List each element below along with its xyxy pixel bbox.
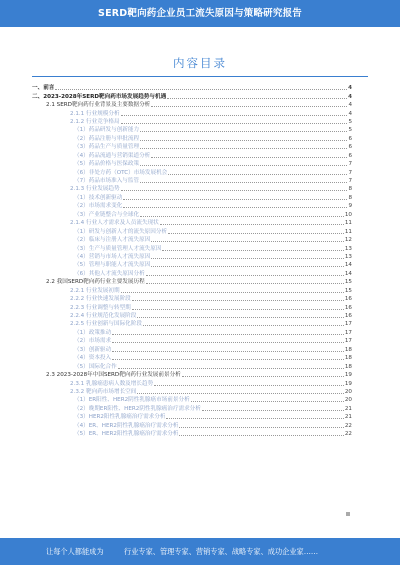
toc-entry[interactable] [32,92,352,100]
toc-entry-text: （1）药品研发与创新能力 [74,127,140,134]
page-header [0,0,400,27]
toc-entry-text: 2.1.4 行业人才需求及人员流失现状 [70,220,159,227]
toc-leader-dots [140,128,347,132]
toc-page-number: 6 [348,152,352,159]
toc-page-number: 16 [344,296,352,303]
toc-entry-text: （5）药品价格与医保政策 [74,161,140,168]
toc-leader-dots [202,407,344,411]
table-of-contents [32,84,352,438]
toc-entry[interactable] [32,261,352,269]
toc-page-number: 19 [344,380,352,387]
toc-page-number: 4 [348,110,352,117]
toc-entry[interactable] [32,413,352,421]
toc-entry-text: （3）产业链整合与全球化 [74,211,140,218]
toc-entry-text: （2）市场需求 [74,338,112,345]
toc-entry[interactable] [32,126,352,134]
toc-page-number: 14 [344,262,352,269]
toc-entry-text: （2）市场需求变化 [74,203,123,210]
toc-entry[interactable] [32,194,352,202]
toc-page-number: 18 [344,355,352,362]
toc-entry-text: （4）药品流通与营销渠道分析 [74,152,151,159]
toc-page-number: 16 [344,313,352,320]
toc-leader-dots [121,187,348,191]
toc-page-number: 6 [348,144,352,151]
toc-entry[interactable] [32,84,352,92]
toc-entry[interactable] [32,227,352,235]
toc-page-number: 15 [344,279,352,286]
toc-entry-text: 2.3.2 靶向药市场增长空间 [70,388,137,395]
toc-page-number: 4 [348,85,352,92]
toc-title: 内容目录 [173,56,227,70]
toc-page-number: 12 [344,237,352,244]
toc-leader-dots [191,398,344,402]
toc-entry[interactable] [32,236,352,244]
toc-page-number: 11 [344,228,352,235]
toc-entry[interactable] [32,346,352,354]
toc-leader-dots [112,356,344,360]
toc-entry-text: （4）营销与市场人才流失原因 [74,253,151,260]
toc-leader-dots [123,196,347,200]
toc-page-number: 4 [348,102,352,109]
toc-page-number: 8 [348,186,352,193]
toc-entry-text: 2.2.1 行业发展初期 [70,287,120,294]
toc-entry-text: 2.2.4 行业规范化发展阶段 [70,313,137,320]
toc-entry[interactable] [32,270,352,278]
toc-page-number: 13 [344,253,352,260]
toc-entry[interactable] [32,101,352,109]
toc-entry[interactable] [32,211,352,219]
toc-entry[interactable] [32,143,352,151]
toc-leader-dots [151,154,347,158]
toc-entry[interactable] [32,278,352,286]
toc-entry[interactable] [32,354,352,362]
toc-leader-dots [146,272,344,276]
footer-slogan-left: 让每个人都能成为 [46,547,104,556]
toc-leader-dots [140,162,347,166]
toc-leader-dots [168,171,347,175]
toc-leader-dots [168,230,344,234]
toc-entry[interactable] [32,152,352,160]
toc-leader-dots [112,331,344,335]
toc-entry-text: （3）创新驱动 [74,346,112,353]
toc-entry-text: （5）管理与职能人才流失原因 [74,262,151,269]
toc-leader-dots [132,306,344,310]
toc-entry-text: 2.1.1 行业规模分析 [70,110,120,117]
toc-entry[interactable] [32,422,352,430]
toc-entry-text: （3）药品生产与质量管理 [74,144,140,151]
toc-entry-text: （6）其他人才流失原因分析 [74,270,145,277]
toc-leader-dots [137,390,344,394]
toc-page-number: 18 [344,363,352,370]
toc-leader-dots [146,280,344,284]
toc-leader-dots [55,86,347,90]
toc-leader-dots [121,112,348,116]
toc-entry-text: 2.1 SERD靶向药行业背景及主要数据分析 [46,102,151,109]
toc-leader-dots [162,247,343,251]
toc-entry-text: （2）药品注册与审批流程 [74,135,140,142]
footer-slogan-right: 行业专家、管理专家、营销专家、战略专家、成功企业家…… [124,547,319,556]
toc-entry-text: （5）ER、HER2阳性乳腺癌治疗需求分析 [74,431,179,438]
toc-entry-text: 2.2.5 行业创新与国际化阶段 [70,321,142,328]
toc-page-number: 7 [348,161,352,168]
toc-entry[interactable] [32,371,352,379]
toc-entry[interactable] [32,118,352,126]
toc-entry[interactable] [32,253,352,261]
toc-entry[interactable] [32,177,352,185]
toc-leader-dots [151,238,344,242]
toc-page-number: 17 [344,329,352,336]
toc-leader-dots [137,314,344,318]
toc-page-number: 16 [344,304,352,311]
toc-page-number: 7 [348,169,352,176]
toc-entry-text: 2.2 我国SERD靶向药行业主要发展历程 [46,279,145,286]
toc-leader-dots [143,322,344,326]
toc-entry[interactable] [32,185,352,193]
toc-entry[interactable] [32,430,352,438]
toc-page-number: 18 [344,346,352,353]
toc-leader-dots [151,103,347,107]
toc-entry-text: 2.2.3 行业调整与转型期 [70,304,131,311]
toc-leader-dots [118,365,344,369]
toc-page-number: 5 [348,118,352,125]
toc-leader-dots [154,382,344,386]
toc-entry-text: （7）药品市场准入与监管 [74,178,140,185]
toc-entry[interactable] [32,244,352,252]
toc-entry[interactable] [32,362,352,370]
toc-entry[interactable] [32,135,352,143]
toc-leader-dots [140,213,344,217]
toc-entry[interactable] [32,287,352,295]
toc-entry[interactable] [32,388,352,396]
toc-entry[interactable] [32,396,352,404]
toc-entry[interactable] [32,379,352,387]
toc-page-number: 21 [344,414,352,421]
toc-leader-dots [140,179,347,183]
toc-leader-dots [140,145,347,149]
toc-leader-dots [132,297,344,301]
toc-entry-text: 2.1.2 行业竞争格局 [70,118,120,125]
toc-entry-text: （1）ER阳性、HER2阴性乳腺癌市场前景分析 [74,397,190,404]
toc-entry[interactable] [32,320,352,328]
toc-leader-dots [160,221,344,225]
toc-entry-text: 二、2023-2028年SERD靶向药市场发展趋势与机遇 [32,93,167,100]
toc-page-number: 13 [344,245,352,252]
toc-page-number: 22 [344,422,352,429]
toc-leader-dots [140,137,347,141]
toc-page-number: 22 [344,431,352,438]
toc-page-number: 4 [348,93,352,100]
toc-entry-text: （6）非处方药（OTC）市场发展机会 [74,169,168,176]
toc-entry[interactable] [32,329,352,337]
toc-entry-text: （1）研发与创新人才的流失原因分析 [74,228,168,235]
toc-entry[interactable] [32,312,352,320]
toc-page-number: 7 [348,178,352,185]
toc-entry[interactable] [32,109,352,117]
toc-page-number: 17 [344,338,352,345]
toc-entry[interactable] [32,405,352,413]
toc-page-number: 15 [344,287,352,294]
toc-entry[interactable] [32,337,352,345]
toc-entry-text: （2）晚期ER阳性、HER2阴性乳腺癌治疗需求分析 [74,405,201,412]
toc-entry[interactable] [32,295,352,303]
toc-entry-text: （4）资本投入 [74,355,112,362]
toc-page-number: 21 [344,405,352,412]
toc-page-number: 8 [348,194,352,201]
toc-page-number: 10 [344,211,352,218]
toc-entry-text: （5）国际化合作 [74,363,117,370]
toc-page-number: 17 [344,321,352,328]
toc-entry-text: （1）技术创新驱动 [74,194,123,201]
toc-leader-dots [123,204,347,208]
toc-leader-dots [112,339,344,343]
toc-entry-text: （2）临床与注册人才流失原因 [74,237,151,244]
toc-leader-dots [167,95,347,99]
toc-leader-dots [112,348,344,352]
toc-page-number: 11 [344,220,352,227]
toc-leader-dots [151,255,344,259]
page-footer [0,538,400,565]
toc-entry-text: （1）政策推动 [74,329,112,336]
toc-page-number: 20 [344,388,352,395]
toc-leader-dots [182,373,344,377]
toc-page-number: 20 [344,397,352,404]
toc-entry[interactable] [32,168,352,176]
toc-leader-dots [166,415,343,419]
toc-page-number: 6 [348,135,352,142]
toc-entry[interactable] [32,202,352,210]
toc-entry[interactable] [32,303,352,311]
title-divider [32,76,368,77]
page-marker [346,512,350,516]
toc-page-number: 14 [344,270,352,277]
toc-entry-text: 2.1.3 行业发展趋势 [70,186,120,193]
toc-entry[interactable] [32,219,352,227]
toc-leader-dots [121,289,344,293]
toc-page-number: 5 [348,127,352,134]
toc-entry-text: （3）HER2阳性乳腺癌治疗需求分析 [74,414,166,421]
toc-entry-text: 2.2.2 行业快速发展阶段 [70,296,131,303]
toc-entry-text: 一、前言 [32,85,55,92]
report-title: SERD靶向药企业员工流失原因与策略研究报告 [98,8,302,19]
toc-leader-dots [179,432,343,436]
toc-entry-text: （4）ER、HER2阴性乳腺癌治疗需求分析 [74,422,179,429]
toc-entry[interactable] [32,160,352,168]
toc-leader-dots [121,120,348,124]
toc-entry-text: 2.3.1 乳腺癌患病人数及增长趋势 [70,380,154,387]
toc-leader-dots [179,424,343,428]
toc-entry-text: （3）生产与质量管理人才流失原因 [74,245,162,252]
toc-page-number: 19 [344,372,352,379]
toc-leader-dots [151,263,344,267]
toc-entry-text: 2.3 2023-2028年中国SERD靶向药行业发展前景分析 [46,372,181,379]
toc-page-number: 9 [348,203,352,210]
